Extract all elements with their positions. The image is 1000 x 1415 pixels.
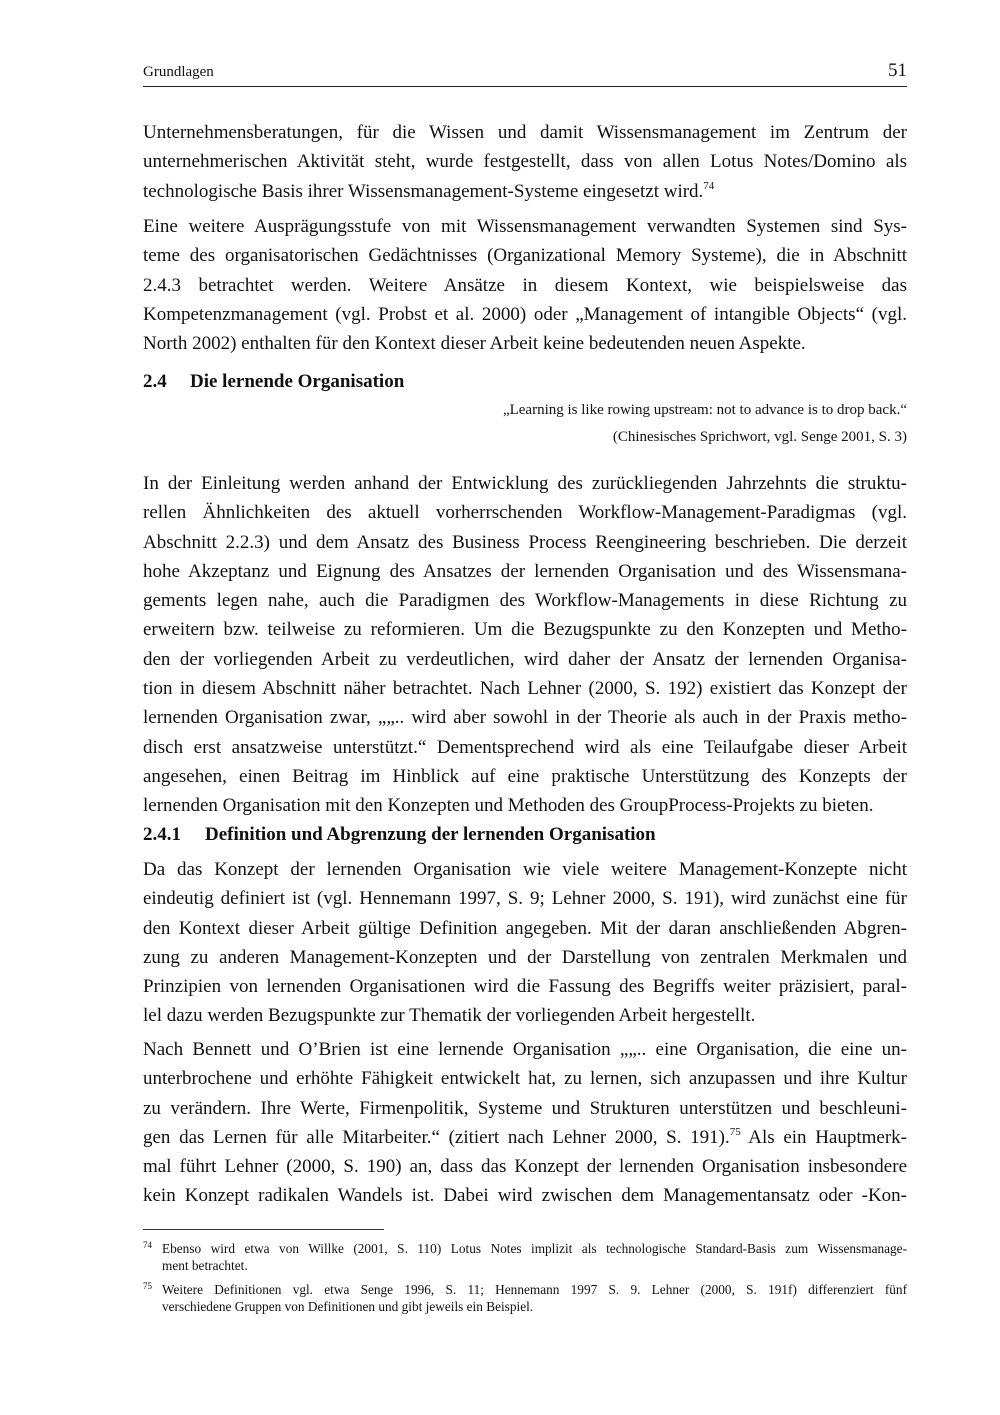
text-line: disch erst ansatzweise unterstützt.“ Dementsprechend wird als eine Teilaufgabe dieser Arbeit — [143, 736, 907, 758]
text-line: den Kontext dieser Arbeit gültige Definition angegeben. Mit der daran anschließenden Abgren- — [143, 917, 907, 939]
text-line — [143, 177, 907, 206]
text-line: Kompetenzmanagement (vgl. Probst et al. 2000) oder „Management of intangible Objects“ (vgl. — [143, 303, 907, 325]
text-line: angesehen, einen Beitrag im Hinblick auf eine praktische Unterstützung des Konzepts der — [143, 765, 907, 787]
footnote-line: Ebenso wird etwa von Willke (2001, S. 110) Lotus Notes implizit als technologische Standard-Basis zum Wissensmanage- — [162, 1241, 907, 1256]
paragraph — [143, 469, 907, 821]
text-line — [143, 1123, 907, 1152]
section-number: 2.4 — [143, 371, 167, 392]
footnote — [143, 1240, 907, 1274]
text-line: tion in diesem Abschnitt näher betrachtet. Nach Lehner (2000, S. 192) existiert das Konzept der — [143, 678, 907, 700]
text-line: den der vorliegenden Arbeit zu verdeutlichen, wird daher der Ansatz der lernenden Organisa- — [143, 648, 907, 670]
text-line: 2.4.3 betrachtet werden. Weitere Ansätze in diesem Kontext, wie beispielsweise das — [143, 274, 907, 296]
text-line-content: gen das Lernen für alle Mitarbeiter.“ (zitiert nach Lehner 2000, S. 191). — [143, 1126, 730, 1148]
footnote — [143, 1281, 907, 1315]
footnote-text — [162, 1281, 907, 1315]
footnote-line: ment betrachtet. — [162, 1258, 248, 1273]
epigraph — [503, 398, 907, 449]
subsection-heading — [143, 824, 656, 846]
text-line: Eine weitere Ausprägungsstufe von mit Wissensmanagement verwandten Systemen sind Sys- — [143, 216, 907, 237]
page-number: 51 — [888, 60, 907, 81]
epigraph-quote: „Learning is like rowing upstream: not to advance is to drop back.“ — [502, 402, 907, 418]
footnote-mark: 74 — [143, 1240, 152, 1250]
text-line: gements legen nahe, auch die Paradigmen des Workflow-Managements in diese Richtung zu — [143, 590, 907, 612]
text-line: zu verändern. Ihre Werte, Firmenpolitik, Systeme und Strukturen unterstützen und beschleuni- — [143, 1097, 907, 1119]
text-line: kein Konzept radikalen Wandels ist. Dabei wird zwischen dem Managementansatz oder -Kon- — [143, 1185, 907, 1207]
text-line: North 2002) enthalten für den Kontext dieser Arbeit keine bedeutenden neuen Aspekte. — [143, 333, 806, 355]
footnote-line: Weitere Definitionen vgl. etwa Senge 1996, S. 11; Hennemann 1997 S. 9. Lehner (2000, S. 191f) differenziert fünf — [162, 1282, 907, 1297]
text-line: unternehmerischen Aktivität steht, wurde festgestellt, dass von allen Lotus Notes/Domino als — [143, 151, 907, 173]
text-line-content: technologische Basis ihrer Wissensmanagement-Systeme eingesetzt wird. — [143, 180, 704, 202]
text-line: zung zu anderen Management-Konzepten und der Darstellung von zentralen Merkmalen und — [143, 946, 907, 968]
text-line: Nach Bennett und O’Brien ist eine lernende Organisation „„.. eine Organisation, die eine un- — [143, 1039, 907, 1060]
text-line: Da das Konzept der lernenden Organisation wie viele weitere Management-Konzepte nicht — [143, 859, 907, 880]
header-title: Grundlagen — [143, 64, 214, 80]
paragraph — [143, 855, 907, 1031]
epigraph-source: (Chinesisches Sprichwort, vgl. Senge 2001, S. 3) — [612, 429, 907, 445]
subsection-title: Definition und Abgrenzung der lernenden Organisation — [205, 824, 656, 845]
running-header — [143, 60, 907, 87]
text-line: lernenden Organisation mit den Konzepten und Methoden des GroupProcess-Projekts zu bieten. — [143, 795, 874, 817]
text-line: unterbrochene und erhöhte Fähigkeit entwickelt hat, zu lernen, sich anzupassen und ihre Kultur — [143, 1068, 907, 1090]
footnote-reference[interactable]: 75 — [729, 1125, 741, 1138]
text-line: In der Einleitung werden anhand der Entwicklung des zurückliegenden Jahrzehnts die struktu- — [143, 473, 907, 494]
text-line: mal führt Lehner (2000, S. 190) an, dass das Konzept der lernenden Organisation insbesondere — [143, 1156, 907, 1178]
text-line: erweitern bzw. teilweise zu reformieren. Um die Bezugspunkte zu den Konzepten und Metho- — [143, 619, 907, 641]
text-line: Prinzipien von lernenden Organisationen wird die Fassung des Begriffs weiter präzisiert, paral- — [143, 976, 907, 998]
footnote-mark: 75 — [143, 1281, 152, 1291]
paragraph — [143, 212, 907, 358]
text-line-content: Als ein Hauptmerk- — [740, 1126, 907, 1148]
text-line: hohe Akzeptanz und Eignung des Ansatzes der lernenden Organisation und des Wissensmana- — [143, 560, 907, 582]
section-heading — [143, 371, 404, 393]
section-title: Die lernende Organisation — [190, 371, 405, 392]
text-line: Abschnitt 2.2.3) und dem Ansatz des Business Process Reengineering beschrieben. Die derzeit — [143, 531, 907, 553]
subsection-number: 2.4.1 — [143, 824, 181, 845]
text-line: rellen Ähnlichkeiten des aktuell vorherrschenden Workflow-Management-Paradigmas (vgl. — [143, 502, 907, 524]
text-line: lel dazu werden Bezugspunkte zur Thematik der vorliegenden Arbeit hergestellt. — [143, 1005, 756, 1027]
text-line: lernenden Organisation zwar, „„.. wird aber sowohl in der Theorie als auch in der Praxis metho- — [143, 707, 907, 729]
footnote-text — [162, 1240, 907, 1274]
footnote-reference[interactable]: 74 — [703, 179, 715, 192]
text-line: Unternehmensberatungen, für die Wissen und damit Wissensmanagement im Zentrum der — [143, 122, 907, 143]
text-line: eindeutig definiert ist (vgl. Hennemann 1997, S. 9; Lehner 2000, S. 191), wird zunächst eine für — [143, 888, 907, 910]
text-line: teme des organisatorischen Gedächtnisses (Organizational Memory Systeme), die in Abschnitt — [143, 245, 907, 267]
footnote-separator — [143, 1229, 384, 1230]
paragraph — [143, 118, 907, 206]
paragraph — [143, 1035, 907, 1211]
footnote-line: verschiedene Gruppen von Definitionen und gibt jeweils ein Beispiel. — [162, 1299, 534, 1314]
